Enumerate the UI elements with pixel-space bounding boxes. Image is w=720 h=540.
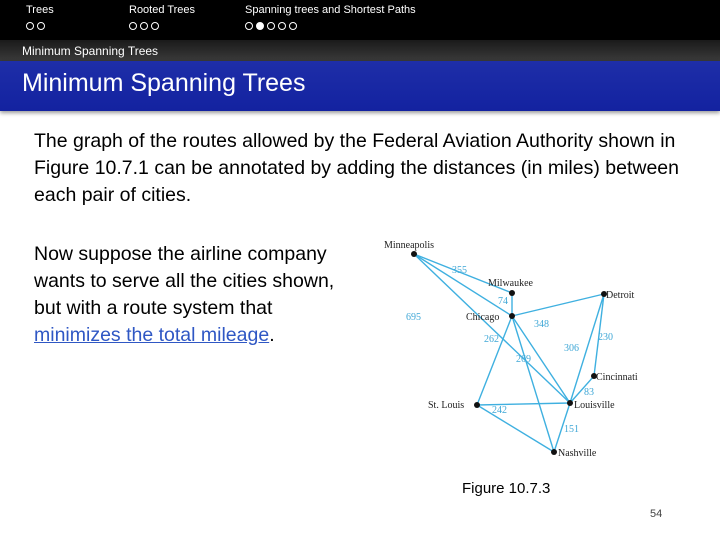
nav-dot[interactable]: [37, 22, 45, 30]
weight-label: 74: [498, 296, 508, 307]
nav-dots-trees: [26, 22, 45, 34]
weighted-route-graph: [376, 230, 656, 470]
subsection-title[interactable]: Minimum Spanning Trees: [22, 44, 159, 58]
weight-label: 695: [406, 312, 421, 323]
nav-section-spanning-trees[interactable]: Spanning trees and Shortest Paths: [245, 4, 416, 16]
edge-st-louis-nashville: [477, 405, 554, 452]
city-label-detroit: Detroit: [606, 290, 635, 301]
city-label-nashville: Nashville: [558, 448, 597, 459]
city-label-chicago: Chicago: [466, 312, 500, 323]
edge-chicago-nashville: [512, 316, 554, 452]
nav-dot[interactable]: [151, 22, 159, 30]
weight-label: 355: [452, 265, 467, 276]
title-bar: [0, 61, 720, 111]
weight-label: 348: [534, 319, 549, 330]
weight-label: 269: [516, 354, 531, 365]
city-label-louisville: Louisville: [574, 400, 615, 411]
nav-dot[interactable]: [245, 22, 253, 30]
nav-dot[interactable]: [26, 22, 34, 30]
weight-label: 151: [564, 424, 579, 435]
nav-dot[interactable]: [267, 22, 275, 30]
weight-label: 262: [484, 334, 499, 345]
city-node-st-louis: [474, 402, 480, 408]
edge-st-louis-louisville: [477, 403, 570, 405]
city-label-minneapolis: Minneapolis: [384, 240, 434, 251]
edge-chicago-detroit: [512, 294, 604, 316]
nav-section-trees[interactable]: Trees: [26, 4, 54, 16]
nav-dots-rooted-trees: [129, 22, 159, 34]
nav-section-rooted-trees[interactable]: Rooted Trees: [129, 4, 196, 16]
page-number: 54: [650, 508, 663, 520]
city-label-cincinnati: Cincinnati: [596, 372, 638, 383]
nav-dot[interactable]: [129, 22, 137, 30]
city-label-milwaukee: Milwaukee: [488, 278, 533, 289]
city-node-louisville: [567, 400, 573, 406]
figure-caption: Figure 10.7.3: [462, 480, 551, 497]
nav-dot[interactable]: [289, 22, 297, 30]
navigation-bar: [0, 0, 720, 40]
slide-title: Minimum Spanning Trees: [22, 69, 306, 97]
nav-dot[interactable]: [278, 22, 286, 30]
city-label-st-louis: St. Louis: [428, 400, 465, 411]
weight-label: 306: [564, 343, 579, 354]
intro-paragraph: The graph of the routes allowed by the Federal Aviation Authority shown in Figure 10.7.1 can be annotated by adding the distances (in miles) between each pair of cities.: [34, 130, 679, 206]
edge-chicago-st-louis: [477, 316, 512, 405]
minimize-mileage-link[interactable]: minimizes the total mileage: [34, 324, 270, 346]
nav-dot[interactable]: [140, 22, 148, 30]
weight-label: 230: [598, 332, 613, 343]
body-paragraph: [34, 241, 354, 349]
nav-dot-current[interactable]: [256, 22, 264, 30]
city-node-chicago: [509, 313, 515, 319]
city-node-nashville: [551, 449, 557, 455]
weight-label: 242: [492, 405, 507, 416]
city-node-milwaukee: [509, 290, 515, 296]
paragraph-text: Now suppose the airline company wants to serve all the cities shown, but with a route system that: [34, 243, 335, 319]
weight-label: 83: [584, 387, 594, 398]
nav-dots-spanning-trees: [245, 22, 297, 34]
city-node-minneapolis: [411, 251, 417, 257]
paragraph-end: .: [269, 324, 275, 346]
subsection-bar: [0, 40, 720, 61]
